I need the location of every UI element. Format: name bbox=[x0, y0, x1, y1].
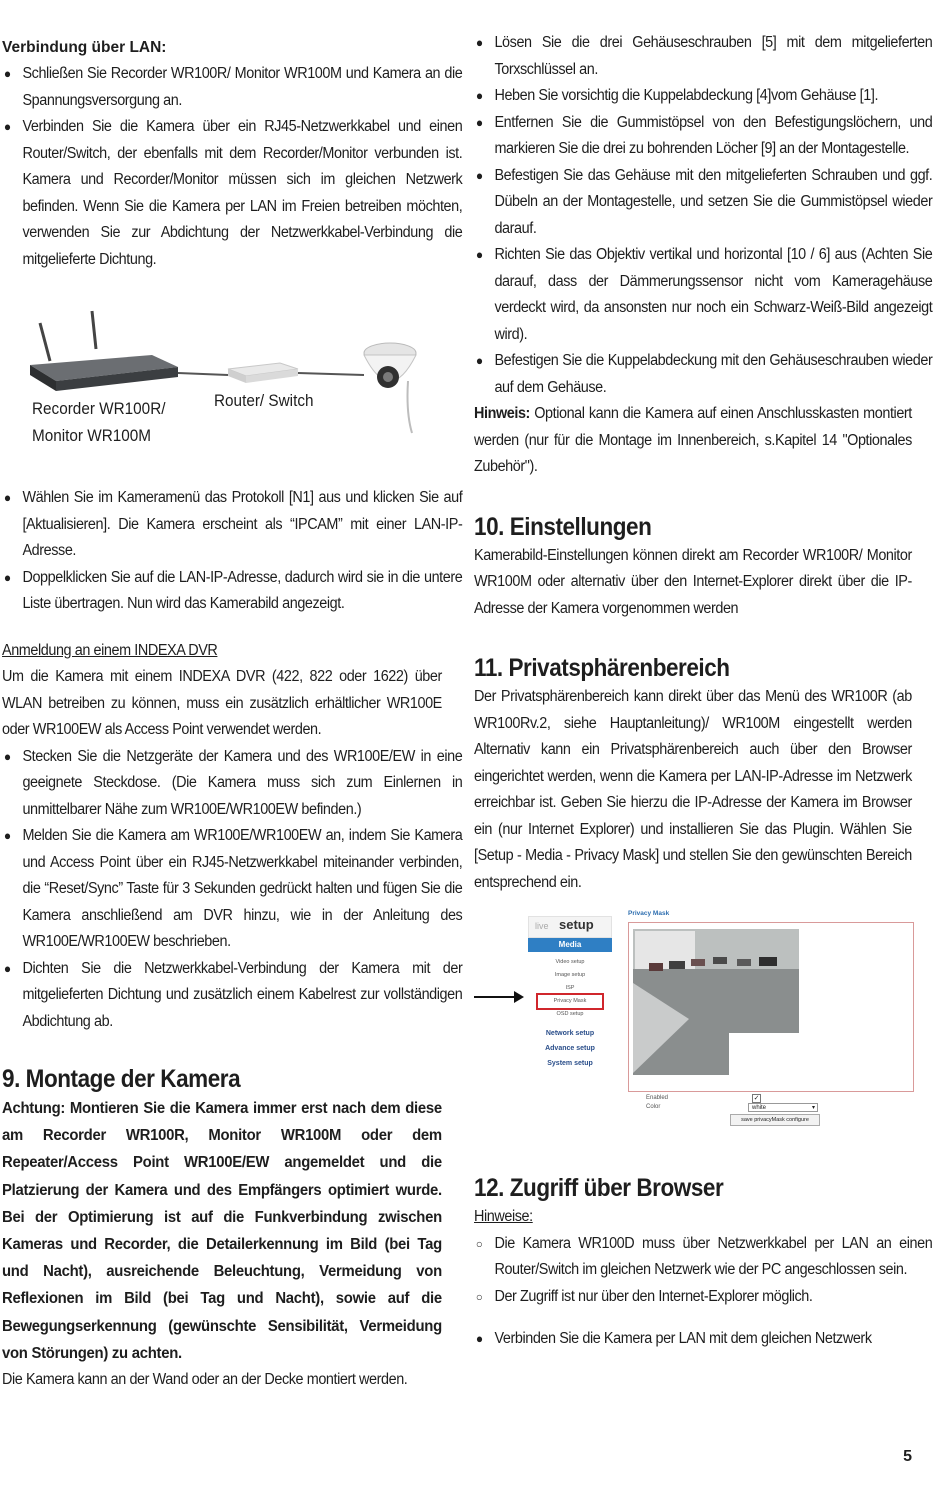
menu-item-osd-setup[interactable]: OSD setup bbox=[556, 1011, 584, 1017]
enabled-checkbox[interactable]: ✓ bbox=[753, 1095, 760, 1102]
list-item: ● Dichten Sie die Netzwerkkabel-Verbindung der Kamera mit der mitgelieferten Dichtung und zusätzlich einem Kabelrest zur vollständigen Abdichtung ab. bbox=[2, 956, 462, 1036]
section-9-text: Die Kamera kann an der Wand oder an der Decke montiert werden. bbox=[2, 1371, 408, 1389]
section-10-text: Kamerabild-Einstellungen können direkt am Recorder WR100R/ Monitor WR100M oder alternativ über den Internet-Explorer direkt über die IP-Adresse der Kamera vorgenommen werden bbox=[474, 546, 912, 617]
bullet-icon: ● bbox=[3, 119, 11, 134]
indexa-heading: Anmeldung an einem INDEXA DVR bbox=[2, 641, 218, 659]
menu-system-setup[interactable]: System setup bbox=[547, 1060, 593, 1067]
section-9-title: 9. Montage der Kamera bbox=[2, 1065, 241, 1093]
indexa-intro: Um die Kamera mit einem INDEXA DVR (422, 822 oder 1622) über WLAN betreiben zu können, muss ein zusätzlich erhältlicher WR100E oder WR100EW als Access Point verwendet werden. bbox=[2, 668, 442, 738]
list-item: ● Heben Sie vorsichtig die Kuppelabdeckung [4]vom Gehäuse [1]. bbox=[474, 83, 932, 110]
router-label: Router/ Switch bbox=[214, 391, 314, 410]
section-9-warning: Achtung: Montieren Sie die Kamera immer erst nach dem diese am Recorder WR100R, Monitor WR100M oder dem Repeater/Access Point WR100E/EW angemeldet und die Platzierung der Kamera und des Empfängers optimiert wurde. Bei der Optimierung ist auf die Funkverbindung zwischen Kameras und Recorder, die Detailerkennung im Bild (bei Tag und Nacht), ausreichende Beleuchtung, Vermeidung von Reflexionen im Bild (bei Tag und Nacht), sowie auf die Bewegungserkennung (gewünschte Sensibilität, Vermeidung von Störungen) zu achten. bbox=[2, 1100, 442, 1362]
list-item: ● Melden Sie die Kamera am WR100E/WR100EW an, indem Sie Kamera und Access Point über ein RJ45-Netzwerkkabel miteinander verbinden, die “Reset/Sync” Taste für 3 Sekunden gedrückt halten und fügen Sie die Kamera anschließend am DVR hinzu, wie in der Anleitung des WR100E/WR100EW beschrieben. bbox=[2, 823, 462, 956]
menu-network-setup[interactable]: Network setup bbox=[545, 1030, 595, 1037]
circle-bullet-icon: ○ bbox=[475, 1236, 483, 1251]
hints-heading: Hinweise: bbox=[474, 1208, 533, 1225]
bullet-icon: ● bbox=[475, 353, 483, 368]
bullet-icon: ● bbox=[475, 35, 483, 50]
tab-setup[interactable]: setup bbox=[559, 917, 594, 932]
section-12-title: 12. Zugriff über Browser bbox=[474, 1174, 724, 1202]
antenna-icon bbox=[92, 311, 96, 349]
list-item: ○ Die Kamera WR100D muss über Netzwerkkabel per LAN an einen Router/Switch im gleichen Netzwerk wie der PC angeschlossen sein. bbox=[474, 1231, 932, 1284]
bullet-icon: ● bbox=[3, 960, 11, 976]
list-item: ● Entfernen Sie die Gummistöpsel von den Befestigungslöchern, und markieren Sie die drei zu bohrenden Löcher [9] an der Montagestelle. bbox=[474, 110, 932, 163]
right-column bbox=[474, 30, 933, 1353]
antenna-icon bbox=[40, 323, 50, 361]
form-labels: Enabled Color bbox=[646, 1095, 669, 1110]
recorder-label: Recorder WR100R/ Monitor WR100M bbox=[32, 399, 166, 445]
media-header: Media bbox=[528, 938, 612, 952]
list-item: ● Schließen Sie Recorder WR100R/ Monitor WR100M und Kamera an die Spannungsversorgung an. bbox=[2, 61, 462, 114]
bullet-icon: ● bbox=[475, 247, 483, 262]
section-11-title: 11. Privatsphärenbereich bbox=[474, 654, 730, 682]
save-privacy-mask-button[interactable]: save privacyMask configure bbox=[730, 1114, 820, 1126]
left-column bbox=[2, 30, 463, 1394]
lan-heading: Verbindung über LAN: bbox=[2, 39, 167, 56]
list-item: ● Lösen Sie die drei Gehäuseschrauben [5] mit dem mitgelieferten Torxschlüssel an. bbox=[474, 30, 932, 83]
list-item: ● Verbinden Sie die Kamera per LAN mit dem gleichen Netzwerk bbox=[474, 1326, 932, 1353]
bullet-icon: ● bbox=[3, 748, 11, 764]
list-item: ● Verbinden Sie die Kamera über ein RJ45-Netzwerkkabel und einen Router/Switch, der ebenfalls mit dem Recorder/Monitor verbunden ist. Kamera und Recorder/Monitor müssen sich im gleichen Netzwerk befinden. Wenn Sie die Kamera per LAN im Freien betreiben möchten, verwenden Sie zur Abdichtung der Netzwerkkabel-Verbindung die mitgelieferte Dichtung. bbox=[2, 114, 462, 273]
menu-item-image-setup[interactable]: Image setup bbox=[554, 972, 586, 978]
section-11-text: Der Privatsphärenbereich kann direkt über das Menü des WR100R (ab WR100Rv.2, siehe Hauptanleitung)/ WR100M eingestellt werden Alternativ kann ein Privatsphärenbereich auch über den Browser eingerichtet werden, wenn die Kamera per LAN-IP-Adresse im Netzwerk erreichbar ist. Geben Sie hierzu die IP-Adresse der Kamera im Browser ein (nur Internet Explorer) und installieren Sie das Plugin. Wählen Sie [Setup - Media - Privacy Mask] und stellen Sie den gewünschten Bereich entsprechend ein. bbox=[474, 688, 912, 891]
list-item: ● Stecken Sie die Netzgeräte der Kamera und des WR100E/EW in eine geeignete Steckdose. (Die Kamera muss sich zum Einlernen in unmittelbarer Nähe zum WR100E/WR100EW befinden.) bbox=[2, 744, 462, 824]
bullet-icon: ● bbox=[3, 569, 11, 585]
circle-bullet-icon: ○ bbox=[475, 1289, 483, 1304]
chevron-down-icon: ▾ bbox=[811, 1105, 815, 1111]
media-menu bbox=[528, 956, 612, 1021]
tab-live[interactable]: live bbox=[535, 921, 549, 931]
privacy-mask-screenshot bbox=[492, 910, 912, 1150]
menu-advance-setup[interactable]: Advance setup bbox=[545, 1045, 595, 1052]
page-number: 5 bbox=[903, 1448, 912, 1465]
bullet-icon: ● bbox=[3, 828, 11, 843]
bullet-icon: ● bbox=[3, 66, 11, 81]
section-10-title: 10. Einstellungen bbox=[474, 512, 652, 541]
list-item: ● Doppelklicken Sie auf die LAN-IP-Adresse, dadurch wird sie in die untere Liste übertragen. Nun wird das Kamerabild angezeigt. bbox=[2, 565, 462, 618]
bullet-icon: ● bbox=[475, 88, 483, 103]
list-item: ● Befestigen Sie die Kuppelabdeckung mit den Gehäuseschrauben wieder auf dem Gehäuse. bbox=[474, 348, 932, 401]
list-item: ● Befestigen Sie das Gehäuse mit den mitgelieferten Schrauben und ggf. Dübeln an der Montagestelle, und setzen Sie die Gummistöpsel wieder darauf. bbox=[474, 163, 932, 243]
bullet-icon: ● bbox=[475, 1331, 483, 1346]
bullet-icon: ● bbox=[475, 114, 483, 130]
pointer-arrow-icon bbox=[474, 996, 518, 998]
setup-sections bbox=[528, 1026, 612, 1071]
hint-paragraph: Hinweis: Optional kann die Kamera auf einen Anschlusskasten montiert werden (nur für die Montage im Innenbereich, s.Kapitel 14 "Optionales Zubehör"). bbox=[474, 405, 912, 475]
list-item: ○ Der Zugriff ist nur über den Internet-Explorer möglich. bbox=[474, 1284, 932, 1311]
dome-camera-icon bbox=[364, 343, 416, 433]
menu-item-video-setup[interactable]: Video setup bbox=[555, 959, 585, 965]
list-item: ● Richten Sie das Objektiv vertikal und horizontal [10 / 6] aus (Achten Sie darauf, dass der Dämmerungssensor nicht vom Kameragehäuse verdeckt wird, da ansonsten nur noch ein Schwarz-Weiß-Bild angezeigt wird). bbox=[474, 242, 932, 348]
bullet-icon: ● bbox=[475, 167, 483, 183]
color-select[interactable]: white ▾ bbox=[748, 1103, 818, 1112]
privacy-mask-preview bbox=[628, 922, 914, 1092]
list-item: ● Wählen Sie im Kameramenü das Protokoll [N1] aus und klicken Sie auf [Aktualisieren]. Die Kamera erscheint als “IPCAM” mit einer LAN-IP-Adresse. bbox=[2, 485, 462, 565]
network-figure bbox=[2, 303, 442, 473]
bullet-icon: ● bbox=[3, 490, 11, 505]
menu-item-isp[interactable]: ISP bbox=[565, 985, 575, 991]
menu-item-privacy-mask[interactable]: Privacy Mask bbox=[538, 995, 602, 1008]
camera-preview-image bbox=[629, 923, 913, 1091]
panel-title: Privacy Mask bbox=[628, 910, 670, 917]
